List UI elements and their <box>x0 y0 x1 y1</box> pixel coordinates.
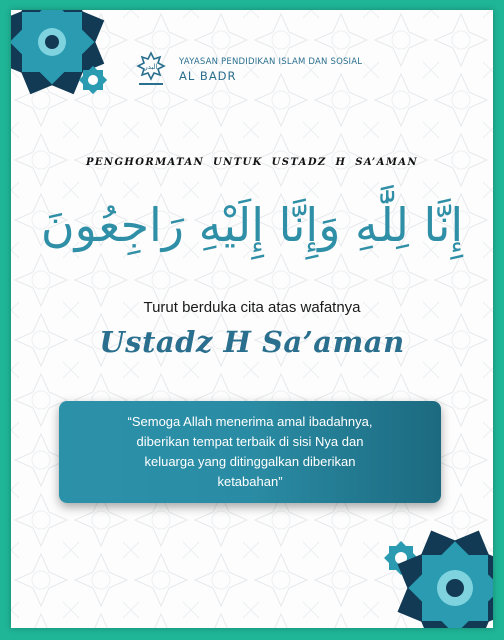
condolence-line: Turut berduka cita atas wafatnya <box>143 299 361 316</box>
svg-text:البدر: البدر <box>144 63 158 71</box>
star-ornament-top-left <box>11 10 117 102</box>
prayer-quote-text: “Semoga Allah menerima amal ibadahnya, diberikan tempat terbaik di sisi Nya dan keluarga yang ditinggalkan diberikan ketabahan” <box>127 414 373 489</box>
deceased-name: Ustadz H Sa’aman <box>99 325 405 359</box>
organization-header <box>131 50 362 90</box>
organization-name-line2: AL BADR <box>179 69 237 83</box>
organization-name-line1: YAYASAN PENDIDIKAN ISLAM DAN SOSIAL <box>179 57 363 67</box>
mosque-dome-icon <box>131 50 171 90</box>
condolence-card <box>11 10 493 628</box>
arabic-calligraphy: إِنَّا لِلَّٰهِ وَإِنَّا إِلَيْهِ رَاجِعُونَ <box>40 198 464 252</box>
prayer-quote-box <box>59 401 441 503</box>
tribute-heading: PENGHORMATAN UNTUK USTADZ H SA’AMAN <box>85 157 419 168</box>
star-ornament-bottom-right <box>383 518 493 628</box>
